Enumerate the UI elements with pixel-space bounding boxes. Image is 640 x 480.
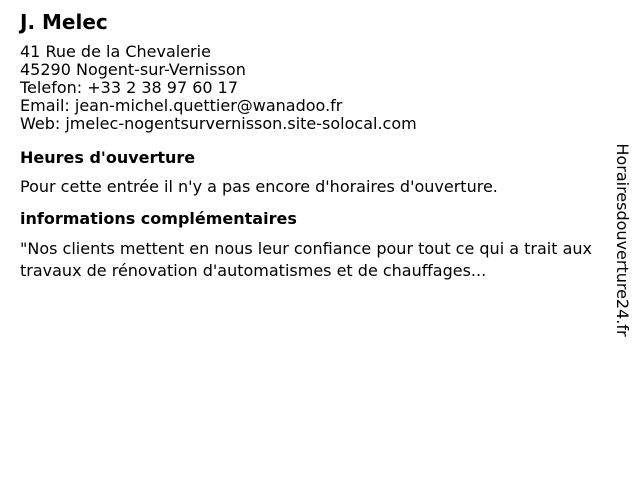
contact-details [20,43,595,133]
info-heading: informations complémentaires [20,209,297,228]
hours-text: Pour cette entrée il n'y a pas encore d'horaires d'ouverture. [20,177,498,196]
email-line: Email: jean-michel.quettier@wanadoo.fr [20,96,343,115]
street-address: 41 Rue de la Chevalerie [20,42,211,61]
site-brand-vertical: Horairesdouverture24.fr [613,143,632,337]
business-name: J. Melec [20,10,108,34]
business-card [20,10,595,282]
phone-line: Telefon: +33 2 38 97 60 17 [20,78,239,97]
web-line: Web: jmelec-nogentsurvernisson.site-solocal.com [20,114,417,133]
city-line: 45290 Nogent-sur-Vernisson [20,60,246,79]
hours-heading: Heures d'ouverture [20,148,196,167]
info-text: "Nos clients mettent en nous leur confiance pour tout ce qui a trait aux travaux de rénovation d'automatismes et de chauffages... [20,239,592,280]
